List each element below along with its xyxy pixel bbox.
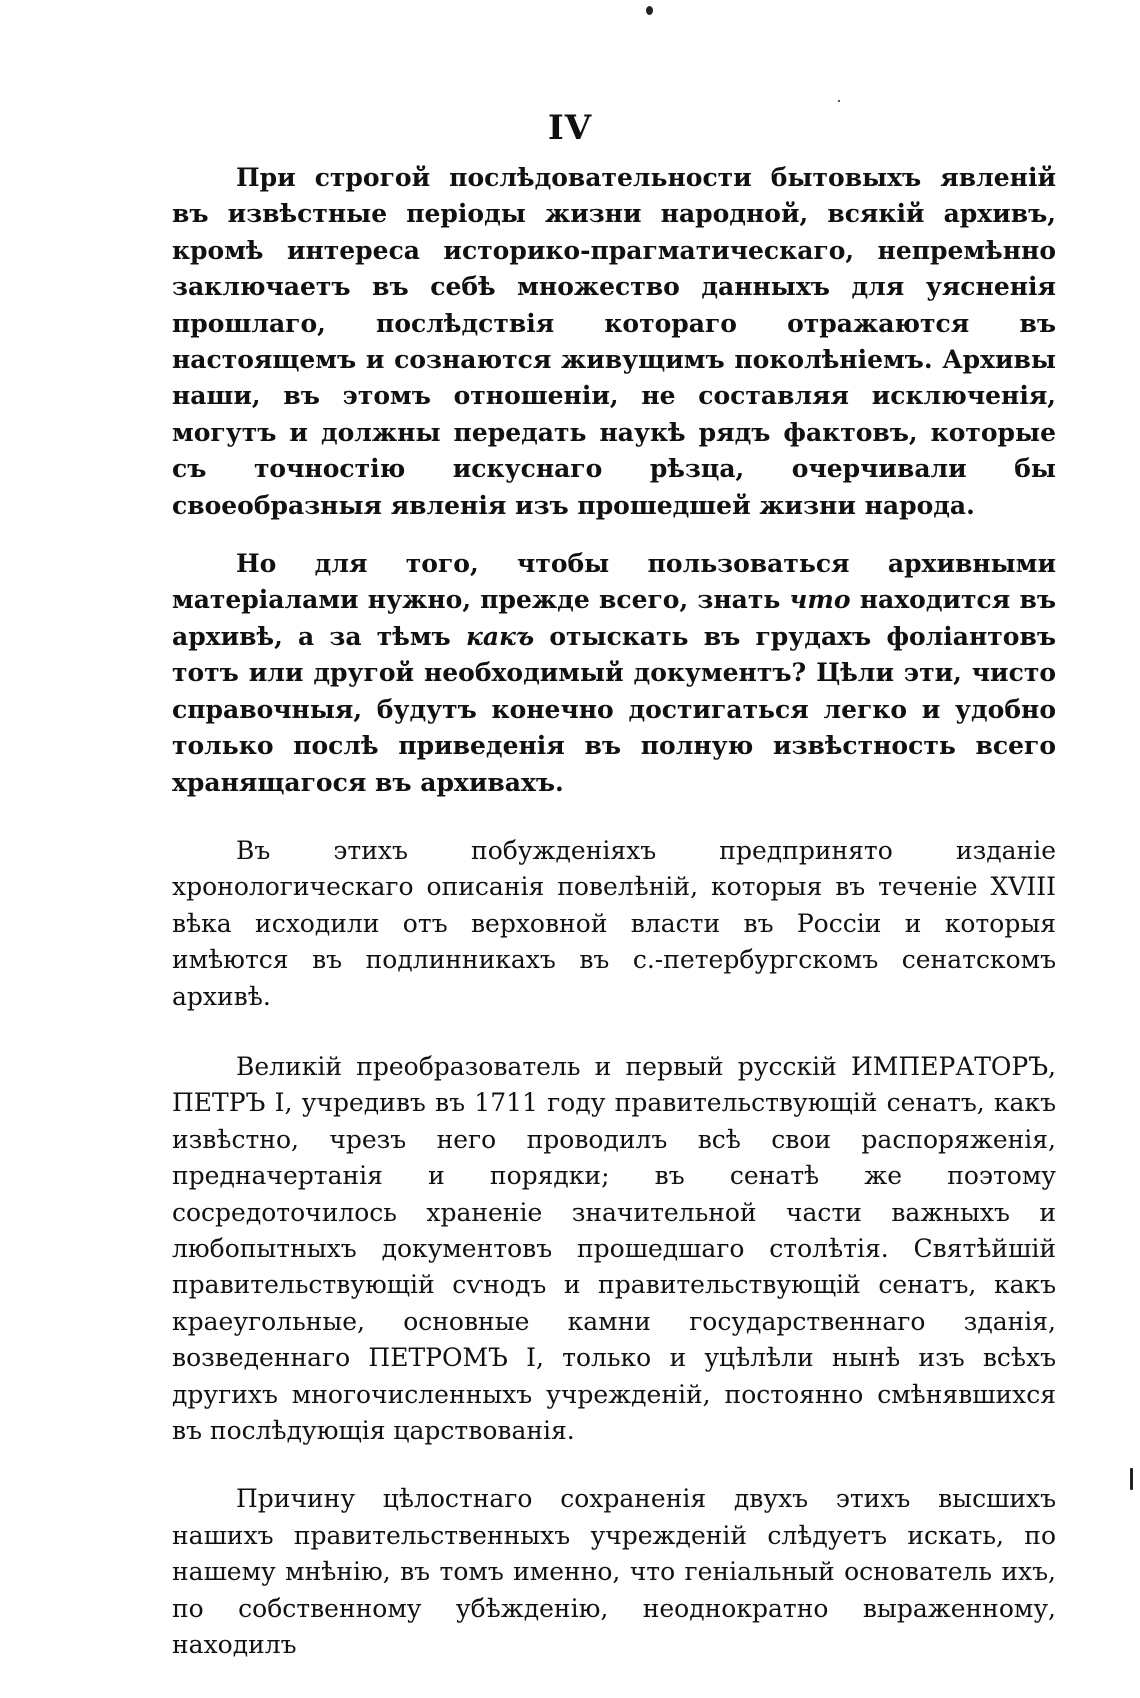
paragraph-2 xyxy=(172,546,1056,801)
paragraph-2-text-a: Но для того, чтобы пользоваться архивными матеріалами нужно, прежде всего, знать xyxy=(172,549,1056,615)
ink-speck xyxy=(1130,1468,1133,1490)
paragraph-3: Въ этихъ побужденіяхъ предпринято изданіе хронологическаго описанія повелѣній, которыя въ теченіе XVIII вѣка исходили отъ верховной власти въ Россіи и которыя имѣются въ подлинникахъ въ с.-петербургскомъ сенатскомъ архивѣ. xyxy=(172,835,1056,1011)
paragraph-2-text-b: находится въ архивѣ, а за тѣмъ xyxy=(172,585,1056,651)
emphasis-how: какъ xyxy=(465,621,535,651)
page-number: IV xyxy=(547,108,593,148)
paragraph-5: Причину цѣлостнаго сохраненія двухъ этихъ высшихъ нашихъ правительственныхъ учрежденій слѣдуетъ искать, по нашему мнѣнію, въ томъ именно, что геніальный основатель ихъ, по собственному убѣжденію, неоднократно выраженному, находилъ xyxy=(172,1484,1056,1660)
paragraph-2-text-c: отыскать въ грудахъ фоліантовъ тотъ или другой необходимый документъ? Цѣли эти, чисто справочныя, будутъ конечно достигаться легко и удобно только послѣ приведенія въ полную извѣстность всего хранящагося въ архивахъ. xyxy=(172,621,1056,797)
ink-speck xyxy=(646,6,653,15)
paragraph-4: Великій преобразователь и первый русскій ИМПЕРАТОРЪ, ПЕТРЪ I, учредивъ въ 1711 году правительствующій сенатъ, какъ извѣстно, чрезъ него проводилъ всѣ свои распоряженія, предначертанія и порядки; въ сенатѣ же поэтому сосредоточилось храненіе значительной части важныхъ и любопытныхъ документовъ прошедшаго столѣтія. Святѣйшій правительствующій сѵнодъ и правительствующій сенатъ, какъ краеугольные, основные камни государственнаго зданія, возведеннаго ПЕТРОМЪ I, только и уцѣлѣли нынѣ изъ всѣхъ другихъ многочисленныхъ учрежденій, постоянно смѣнявшихся въ послѣдующія царствованія. xyxy=(172,1051,1056,1445)
emphasis-what: что xyxy=(789,585,851,615)
body-text xyxy=(172,160,1056,1663)
ink-speck xyxy=(838,100,840,102)
paragraph-1: При строгой послѣдовательности бытовыхъ явленій въ извѣстные періоды жизни народной, всякій архивъ, кромѣ интереса историко-прагматическаго, непремѣнно заключаетъ въ себѣ множество данныхъ для уясненія прошлаго, послѣдствія котораго отражаются въ настоящемъ и сознаются живущимъ поколѣніемъ. Архивы наши, въ этомъ отношеніи, не составляя исключенія, могутъ и должны передать наукѣ рядъ фактовъ, которые съ точностію искуснаго рѣзца, очерчивали бы своеобразныя явленія изъ прошедшей жизни народа. xyxy=(172,163,1056,520)
